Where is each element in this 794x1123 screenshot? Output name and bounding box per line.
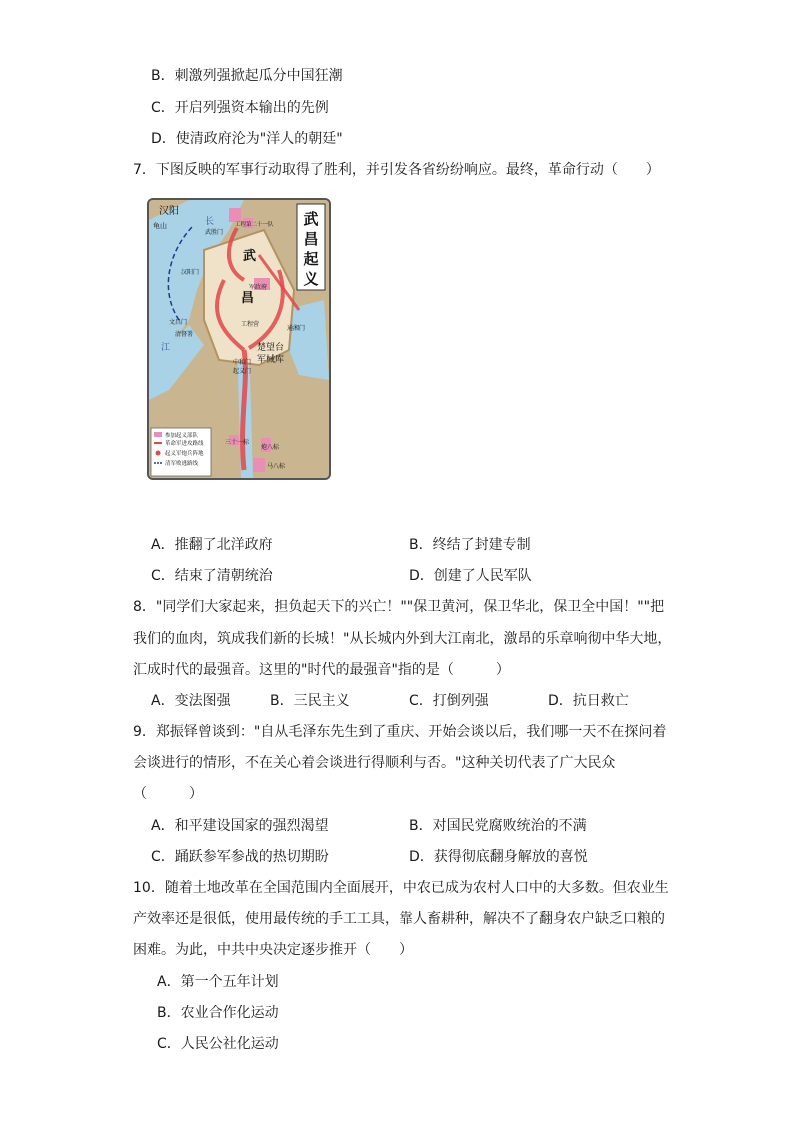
q9-option-a: A．和平建设国家的强烈渴望	[151, 818, 329, 834]
q8-option-b: B．三民主义	[270, 693, 350, 709]
label-wushengmen: 武胜门	[205, 229, 224, 236]
label-chang: 昌	[241, 291, 255, 306]
label-ma-8: 马八标	[267, 463, 286, 470]
legend-swatch-troops	[154, 432, 162, 437]
label-hanyang: 汉阳	[159, 206, 179, 217]
q6-option-b: B．刺激列强掀起瓜分中国狂潮	[151, 68, 343, 84]
q8-option-a: A．变法图强	[151, 693, 231, 709]
label-guishan: 龟山	[153, 222, 167, 230]
map-title-char-1: 武	[303, 210, 319, 228]
label-junxieku: 军械库	[257, 355, 285, 365]
label-tongxiangmen: 通湘门	[287, 325, 306, 332]
q10-stem-line-2: 产效率还是很低，使用最传统的手工工具，靠人畜耕种，解决不了翻身农户缺乏口粮的	[133, 911, 665, 927]
label-pao-8: 炮八标	[261, 444, 280, 451]
label-chuwangtai: 楚望台	[257, 343, 285, 353]
label-wenchangmen: 文昌门	[169, 319, 188, 326]
label-qingdushu: 清督署	[175, 331, 194, 338]
map-title-char-2: 昌	[303, 230, 319, 248]
q8-stem-line-3: 汇成时代的最强音。这里的"时代的最强音"指的是（ ）	[133, 662, 510, 678]
q9-option-d: D．获得彻底翻身解放的喜悦	[409, 849, 588, 865]
q9-option-b: B．对国民党腐败统治的不满	[409, 818, 587, 834]
label-zhonghemen: 中和门	[233, 359, 252, 366]
map-title-char-4: 义	[303, 270, 319, 288]
q7-option-d: D．创建了人民军队	[409, 568, 532, 584]
label-biao-31: 三十一标	[225, 439, 250, 446]
label-junzhengfu: 军政府	[249, 284, 268, 291]
q7-option-b: B．终结了封建专制	[409, 537, 531, 553]
label-river-chang: 长	[205, 217, 215, 227]
map-title-char-3: 起	[303, 250, 319, 268]
q9-stem-line-2: 会谈进行的情形，不在关心着会谈进行得顺利与否。"这种关切代表了广大民众	[133, 755, 616, 771]
q10-stem-line-3: 困难。为此，中共中央决定逐步推开（ ）	[133, 942, 413, 958]
q7-stem: 7．下图反映的军事行动取得了胜利，并引发各省纷纷响应。最终，革命行动（ ）	[133, 162, 660, 178]
wuchang-uprising-map	[147, 198, 331, 480]
legend-text-retreat: 清军败逃路线	[165, 461, 199, 467]
q8-option-d: D．抗日救亡	[548, 693, 629, 709]
label-river-jiang: 江	[161, 343, 171, 353]
q9-option-c: C．踊跃参军参战的热切期盼	[151, 849, 329, 865]
label-wu: 武	[243, 249, 257, 264]
q10-option-c: C．人民公社化运动	[157, 1036, 279, 1052]
legend-text-troops: 参加起义部队	[165, 433, 199, 439]
q10-option-b: B．农业合作化运动	[157, 1005, 279, 1021]
label-gongchengying: 工程营	[241, 321, 260, 328]
label-hanyangmen: 汉阳门	[181, 269, 200, 276]
q8-option-c: C．打倒列强	[409, 693, 489, 709]
q6-option-d: D．使清政府沦为"洋人的朝廷"	[151, 131, 343, 147]
troop-block	[253, 458, 265, 472]
q6-option-c: C．开启列强资本输出的先例	[151, 100, 329, 116]
q9-stem-line-3: （ ）	[133, 786, 203, 802]
q10-stem-line-1: 10．随着土地改革在全国范围内全面展开，中农已成为农村人口中的大多数。但农业生	[133, 880, 669, 896]
legend-swatch-artillery	[156, 451, 161, 456]
q8-stem-line-2: 我们的血肉，筑成我们新的长城！"从长城内外到大江南北，激昂的乐章响彻中华大地，	[133, 631, 672, 647]
troop-block	[229, 208, 241, 222]
label-qiyimen: 起义门	[233, 368, 252, 375]
legend-text-artillery: 起义军炮兵阵地	[165, 451, 204, 457]
label-battalion-21: 工程第二十一队	[235, 222, 274, 228]
q9-stem-line-1: 9．郑振铎曾谈到："自从毛泽东先生到了重庆、开始会谈以后，我们哪一天不在探问着	[133, 724, 667, 740]
q7-option-c: C．结束了清朝统治	[151, 568, 273, 584]
q10-option-a: A．第一个五年计划	[157, 974, 279, 990]
legend-text-attack: 革命军进攻路线	[165, 441, 204, 447]
q8-stem-line-1: 8．"同学们大家起来，担负起天下的兴亡！""保卫黄河，保卫华北，保卫全中国！""把	[133, 599, 665, 615]
q7-option-a: A．推翻了北洋政府	[151, 537, 273, 553]
